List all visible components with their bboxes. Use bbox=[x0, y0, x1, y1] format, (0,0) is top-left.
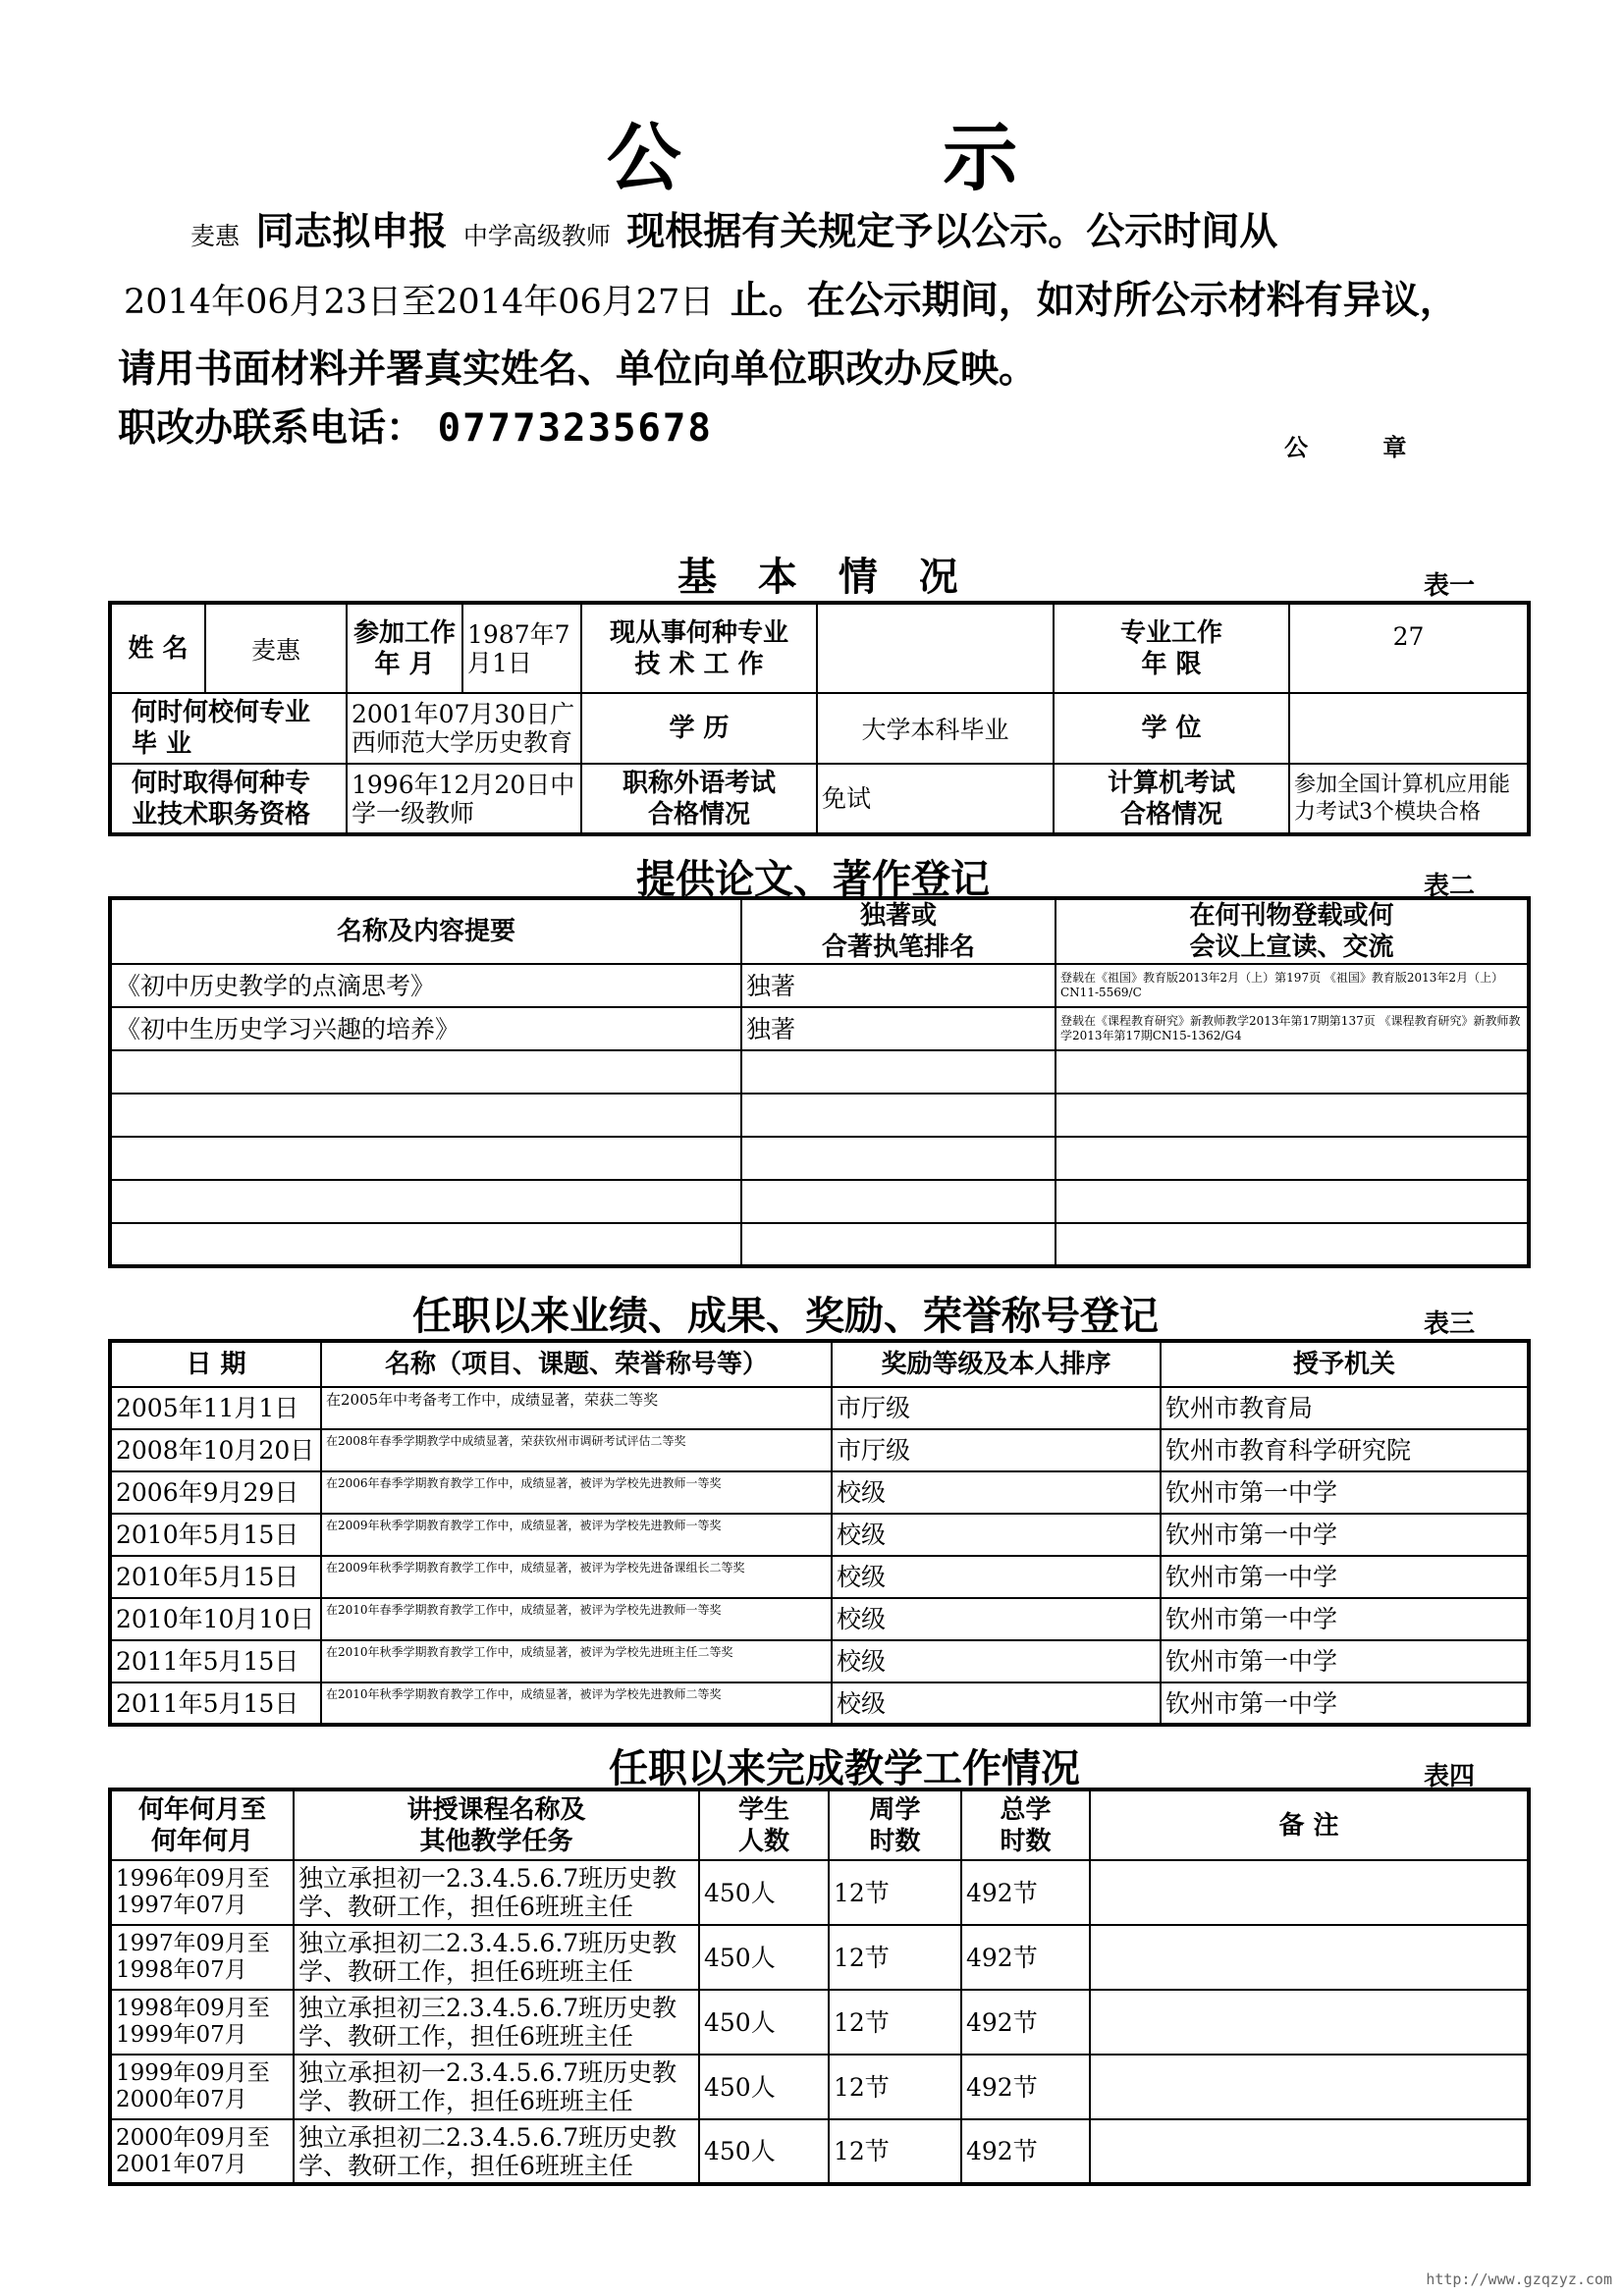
teaching-table bbox=[108, 1788, 1531, 2186]
table-row bbox=[110, 1180, 1529, 1223]
teaching-remarks bbox=[1090, 2119, 1529, 2184]
award-level: 校级 bbox=[832, 1514, 1161, 1556]
table-row bbox=[110, 1050, 1529, 1094]
paper-authorship bbox=[741, 1094, 1056, 1137]
table1-number: 表一 bbox=[1424, 571, 1476, 601]
table4-number: 表四 bbox=[1424, 1762, 1476, 1791]
table2-header-1: 独著或 合著执笔排名 bbox=[741, 898, 1056, 964]
table-row bbox=[110, 2119, 1529, 2184]
table-row bbox=[110, 1640, 1529, 1682]
total-hours: 492节 bbox=[961, 1860, 1090, 1925]
award-issuer: 钦州市第一中学 bbox=[1161, 1640, 1529, 1682]
award-date: 2006年9月29日 bbox=[110, 1471, 321, 1514]
award-name: 在2010年秋季学期教育教学工作中，成绩显著，被评为学校先进班主任二等奖 bbox=[321, 1640, 832, 1682]
paper-authorship bbox=[741, 1180, 1056, 1223]
language-exam-label: 职称外语考试 合格情况 bbox=[581, 764, 817, 834]
name-label: 姓 名 bbox=[110, 603, 205, 693]
notice-line-2 bbox=[120, 270, 1458, 325]
graduation-value: 2001年07月30日广西师范大学历史教育 bbox=[347, 693, 581, 764]
table4-header-1: 讲授课程名称及 其他教学任务 bbox=[294, 1789, 699, 1860]
award-issuer: 钦州市第一中学 bbox=[1161, 1514, 1529, 1556]
teaching-remarks bbox=[1090, 1925, 1529, 1990]
footer-url: http://www.gzqzyz.com bbox=[1426, 2270, 1612, 2288]
teaching-course: 独立承担初一2.3.4.5.6.7班历史教学、教研工作，担任6班班主任 bbox=[294, 1860, 699, 1925]
award-level: 校级 bbox=[832, 1640, 1161, 1682]
paper-authorship bbox=[741, 1050, 1056, 1094]
papers-table bbox=[108, 896, 1531, 1268]
student-count: 450人 bbox=[699, 1990, 829, 2055]
education-label: 学 历 bbox=[581, 693, 817, 764]
award-issuer: 钦州市第一中学 bbox=[1161, 1598, 1529, 1640]
table-row bbox=[110, 1137, 1529, 1180]
computer-exam-label: 计算机考试 合格情况 bbox=[1054, 764, 1289, 834]
paper-title bbox=[110, 1094, 741, 1137]
weekly-hours: 12节 bbox=[829, 2055, 961, 2119]
table-row bbox=[110, 1007, 1529, 1050]
award-date: 2011年5月15日 bbox=[110, 1640, 321, 1682]
award-date: 2011年5月15日 bbox=[110, 1682, 321, 1725]
weekly-hours: 12节 bbox=[829, 1860, 961, 1925]
basic-info-table bbox=[108, 601, 1531, 836]
paper-title bbox=[110, 1180, 741, 1223]
table4-header-5: 备 注 bbox=[1090, 1789, 1529, 1860]
student-count: 450人 bbox=[699, 1925, 829, 1990]
paper-publication bbox=[1056, 1137, 1529, 1180]
teaching-course: 独立承担初二2.3.4.5.6.7班历史教学、教研工作，担任6班班主任 bbox=[294, 2119, 699, 2184]
teaching-period: 1999年09月至2000年07月 bbox=[110, 2055, 294, 2119]
paper-publication bbox=[1056, 1180, 1529, 1223]
award-name: 在2009年秋季学期教育教学工作中，成绩显著，被评为学校先进教师一等奖 bbox=[321, 1514, 832, 1556]
table-row bbox=[110, 1471, 1529, 1514]
table4-title: 任职以来完成教学工作情况 bbox=[609, 1746, 1080, 1791]
table4-header-4: 总学 时数 bbox=[961, 1789, 1090, 1860]
current-work-label: 现从事何种专业 技 术 工 作 bbox=[581, 603, 817, 693]
paper-title: 《初中历史教学的点滴思考》 bbox=[110, 964, 741, 1007]
teaching-course: 独立承担初三2.3.4.5.6.7班历史教学、教研工作，担任6班班主任 bbox=[294, 1990, 699, 2055]
award-name: 在2005年中考备考工作中，成绩显著，荣获二等奖 bbox=[321, 1387, 832, 1429]
teaching-course: 独立承担初一2.3.4.5.6.7班历史教学、教研工作，担任6班班主任 bbox=[294, 2055, 699, 2119]
award-level: 校级 bbox=[832, 1471, 1161, 1514]
teaching-period: 2000年09月至2001年07月 bbox=[110, 2119, 294, 2184]
paper-publication bbox=[1056, 1050, 1529, 1094]
table4-header-0: 何年何月至 何年何月 bbox=[110, 1789, 294, 1860]
paper-title bbox=[110, 1050, 741, 1094]
teaching-period: 1996年09月至1997年07月 bbox=[110, 1860, 294, 1925]
current-work-value bbox=[817, 603, 1054, 693]
award-issuer: 钦州市教育科学研究院 bbox=[1161, 1429, 1529, 1471]
table3-header-3: 授予机关 bbox=[1161, 1341, 1529, 1387]
table3-title: 任职以来业绩、成果、奖励、荣誉称号登记 bbox=[412, 1294, 1159, 1339]
notice-line-3: 请用书面材料并署真实姓名、单位向单位职改办反映。 bbox=[118, 347, 1038, 392]
applicant-name: 麦惠 bbox=[190, 222, 241, 250]
table-row bbox=[110, 1223, 1529, 1266]
table-row bbox=[110, 1556, 1529, 1598]
award-name: 在2010年春季学期教育教学工作中，成绩显著，被评为学校先进教师一等奖 bbox=[321, 1598, 832, 1640]
teaching-remarks bbox=[1090, 1860, 1529, 1925]
paper-authorship bbox=[741, 1223, 1056, 1266]
award-issuer: 钦州市第一中学 bbox=[1161, 1556, 1529, 1598]
teaching-period: 1997年09月至1998年07月 bbox=[110, 1925, 294, 1990]
years-value: 27 bbox=[1289, 603, 1529, 693]
table2-number: 表二 bbox=[1424, 872, 1476, 901]
degree-label: 学 位 bbox=[1054, 693, 1289, 764]
total-hours: 492节 bbox=[961, 2119, 1090, 2184]
student-count: 450人 bbox=[699, 2119, 829, 2184]
phone-number: 07773235678 bbox=[437, 406, 713, 451]
award-date: 2010年10月10日 bbox=[110, 1598, 321, 1640]
paper-authorship: 独著 bbox=[741, 1007, 1056, 1050]
applied-position: 中学高级教师 bbox=[462, 222, 611, 250]
paper-publication: 登载在《课程教育研究》新教师教学2013年第17期第137页 《课程教育研究》新教师教学2013年第17期CN15-1362/G4 bbox=[1056, 1007, 1529, 1050]
award-level: 校级 bbox=[832, 1682, 1161, 1725]
table3-header-1: 名称（项目、课题、荣誉称号等） bbox=[321, 1341, 832, 1387]
table2-header-0: 名称及内容提要 bbox=[110, 898, 741, 964]
table-row bbox=[110, 1860, 1529, 1925]
table-row bbox=[110, 1387, 1529, 1429]
table-row bbox=[110, 1514, 1529, 1556]
student-count: 450人 bbox=[699, 2055, 829, 2119]
award-date: 2010年5月15日 bbox=[110, 1556, 321, 1598]
achievements-table bbox=[108, 1339, 1531, 1727]
total-hours: 492节 bbox=[961, 1925, 1090, 1990]
award-name: 在2008年春季学期教学中成绩显著，荣获钦州市调研考试评估二等奖 bbox=[321, 1429, 832, 1471]
graduation-label: 何时何校何专业 毕 业 bbox=[110, 693, 347, 764]
table-row bbox=[110, 1429, 1529, 1471]
award-name: 在2006年春季学期教育教学工作中，成绩显著，被评为学校先进教师一等奖 bbox=[321, 1471, 832, 1514]
table3-number: 表三 bbox=[1424, 1309, 1476, 1339]
award-date: 2010年5月15日 bbox=[110, 1514, 321, 1556]
paper-title bbox=[110, 1137, 741, 1180]
teaching-course: 独立承担初二2.3.4.5.6.7班历史教学、教研工作，担任6班班主任 bbox=[294, 1925, 699, 1990]
table-row bbox=[110, 1990, 1529, 2055]
notice-text-3: 止。在公示期间，如对所公示材料有异议， bbox=[730, 279, 1458, 323]
award-date: 2008年10月20日 bbox=[110, 1429, 321, 1471]
student-count: 450人 bbox=[699, 1860, 829, 1925]
page-title: 公 示 bbox=[606, 114, 1136, 201]
paper-publication: 登载在《祖国》教育版2013年2月（上）第197页 《祖国》教育版2013年2月（上）CN11-5569/C bbox=[1056, 964, 1529, 1007]
award-level: 校级 bbox=[832, 1598, 1161, 1640]
table4-header-3: 周学 时数 bbox=[829, 1789, 961, 1860]
table2-header-2: 在何刊物登载或何 会议上宣读、交流 bbox=[1056, 898, 1529, 964]
language-exam-value: 免试 bbox=[817, 764, 1054, 834]
notice-text-2: 现根据有关规定予以公示。公示时间从 bbox=[626, 210, 1278, 254]
degree-value bbox=[1289, 693, 1529, 764]
notice-text-1: 同志拟申报 bbox=[255, 210, 448, 254]
notice-line-4 bbox=[118, 398, 713, 453]
award-issuer: 钦州市第一中学 bbox=[1161, 1682, 1529, 1725]
paper-title: 《初中生历史学习兴趣的培养》 bbox=[110, 1007, 741, 1050]
teaching-remarks bbox=[1090, 2055, 1529, 2119]
table-row bbox=[110, 1598, 1529, 1640]
paper-publication bbox=[1056, 1094, 1529, 1137]
teaching-period: 1998年09月至1999年07月 bbox=[110, 1990, 294, 2055]
education-value: 大学本科毕业 bbox=[817, 693, 1054, 764]
award-level: 校级 bbox=[832, 1556, 1161, 1598]
weekly-hours: 12节 bbox=[829, 2119, 961, 2184]
qualification-label: 何时取得何种专 业技术职务资格 bbox=[110, 764, 347, 834]
paper-publication bbox=[1056, 1223, 1529, 1266]
teaching-remarks bbox=[1090, 1990, 1529, 2055]
table-row bbox=[110, 1682, 1529, 1725]
award-name: 在2009年秋季学期教育教学工作中，成绩显著，被评为学校先进备课组长二等奖 bbox=[321, 1556, 832, 1598]
weekly-hours: 12节 bbox=[829, 1990, 961, 2055]
work-start-value: 1987年7月1日 bbox=[462, 603, 581, 693]
notice-period: 2014年06月23日至2014年06月27日 bbox=[124, 283, 715, 322]
table-row bbox=[110, 1925, 1529, 1990]
award-level: 市厅级 bbox=[832, 1387, 1161, 1429]
paper-title bbox=[110, 1223, 741, 1266]
paper-authorship bbox=[741, 1137, 1056, 1180]
total-hours: 492节 bbox=[961, 2055, 1090, 2119]
phone-label: 职改办联系电话： bbox=[118, 406, 425, 451]
work-start-label: 参加工作 年 月 bbox=[347, 603, 462, 693]
table-row bbox=[110, 964, 1529, 1007]
award-level: 市厅级 bbox=[832, 1429, 1161, 1471]
table-row bbox=[110, 2055, 1529, 2119]
table4-header-2: 学生 人数 bbox=[699, 1789, 829, 1860]
table-row bbox=[110, 1094, 1529, 1137]
computer-exam-value: 参加全国计算机应用能力考试3个模块合格 bbox=[1289, 764, 1529, 834]
award-issuer: 钦州市教育局 bbox=[1161, 1387, 1529, 1429]
official-seal-label: 公 章 bbox=[1284, 434, 1440, 461]
table3-header-2: 奖励等级及本人排序 bbox=[832, 1341, 1161, 1387]
paper-authorship: 独著 bbox=[741, 964, 1056, 1007]
award-name: 在2010年秋季学期教育教学工作中，成绩显著，被评为学校先进教师二等奖 bbox=[321, 1682, 832, 1725]
name-value: 麦惠 bbox=[205, 603, 347, 693]
award-issuer: 钦州市第一中学 bbox=[1161, 1471, 1529, 1514]
table3-header-0: 日 期 bbox=[110, 1341, 321, 1387]
qualification-value: 1996年12月20日中学一级教师 bbox=[347, 764, 581, 834]
total-hours: 492节 bbox=[961, 1990, 1090, 2055]
notice-line-1 bbox=[187, 201, 1277, 256]
table1-title: 基 本 情 况 bbox=[677, 555, 972, 600]
years-label: 专业工作 年 限 bbox=[1054, 603, 1289, 693]
award-date: 2005年11月1日 bbox=[110, 1387, 321, 1429]
table2-title: 提供论文、著作登记 bbox=[636, 857, 990, 902]
weekly-hours: 12节 bbox=[829, 1925, 961, 1990]
